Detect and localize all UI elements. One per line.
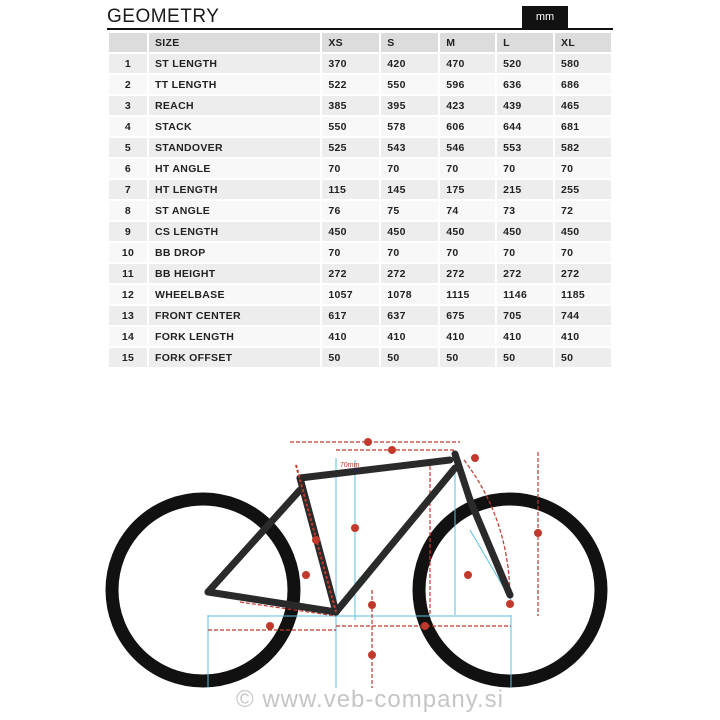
table-cell: 470 bbox=[440, 54, 495, 73]
table-cell: 636 bbox=[497, 75, 553, 94]
table-cell: 423 bbox=[440, 96, 495, 115]
bike-frame bbox=[208, 454, 510, 612]
table-cell: 73 bbox=[497, 201, 553, 220]
table-cell: 596 bbox=[440, 75, 495, 94]
row-label: FRONT CENTER bbox=[149, 306, 320, 325]
table-row bbox=[109, 159, 611, 178]
table-cell: 744 bbox=[555, 306, 611, 325]
row-label: BB DROP bbox=[149, 243, 320, 262]
table-cell: 450 bbox=[497, 222, 553, 241]
table-cell: 395 bbox=[381, 96, 438, 115]
table-cell: 606 bbox=[440, 117, 495, 136]
geometry-header bbox=[107, 4, 613, 30]
row-label: WHEELBASE bbox=[149, 285, 320, 304]
table-cell: 410 bbox=[497, 327, 553, 346]
column-header bbox=[109, 33, 147, 52]
table-cell: 637 bbox=[381, 306, 438, 325]
table-cell: 1185 bbox=[555, 285, 611, 304]
table-row bbox=[109, 243, 611, 262]
table-cell: 617 bbox=[322, 306, 379, 325]
table-cell: 578 bbox=[381, 117, 438, 136]
row-number: 1 bbox=[109, 54, 147, 73]
table-cell: 272 bbox=[440, 264, 495, 283]
table-row bbox=[109, 264, 611, 283]
row-number: 10 bbox=[109, 243, 147, 262]
row-number: 12 bbox=[109, 285, 147, 304]
table-cell: 255 bbox=[555, 180, 611, 199]
table-cell: 50 bbox=[381, 348, 438, 367]
table-cell: 550 bbox=[381, 75, 438, 94]
table-cell: 50 bbox=[440, 348, 495, 367]
watermark: © www.veb-company.si bbox=[236, 686, 504, 713]
table-row bbox=[109, 348, 611, 367]
row-label: HT ANGLE bbox=[149, 159, 320, 178]
row-number: 13 bbox=[109, 306, 147, 325]
column-header: SIZE bbox=[149, 33, 320, 52]
row-number: 8 bbox=[109, 201, 147, 220]
table-cell: 550 bbox=[322, 117, 379, 136]
table-cell: 546 bbox=[440, 138, 495, 157]
row-label: FORK OFFSET bbox=[149, 348, 320, 367]
table-cell: 70 bbox=[440, 243, 495, 262]
table-cell: 465 bbox=[555, 96, 611, 115]
geometry-table bbox=[107, 31, 613, 369]
row-number: 14 bbox=[109, 327, 147, 346]
table-cell: 50 bbox=[555, 348, 611, 367]
table-cell: 686 bbox=[555, 75, 611, 94]
table-row bbox=[109, 117, 611, 136]
row-label: BB HEIGHT bbox=[149, 264, 320, 283]
table-cell: 410 bbox=[555, 327, 611, 346]
row-label: CS LENGTH bbox=[149, 222, 320, 241]
table-row bbox=[109, 54, 611, 73]
table-row bbox=[109, 138, 611, 157]
column-header: S bbox=[381, 33, 438, 52]
unit-badge: mm bbox=[522, 6, 568, 28]
column-header: L bbox=[497, 33, 553, 52]
table-cell: 582 bbox=[555, 138, 611, 157]
table-cell: 681 bbox=[555, 117, 611, 136]
row-number: 6 bbox=[109, 159, 147, 178]
page-title: GEOMETRY bbox=[107, 6, 220, 27]
table-cell: 272 bbox=[555, 264, 611, 283]
table-cell: 439 bbox=[497, 96, 553, 115]
row-label: FORK LENGTH bbox=[149, 327, 320, 346]
table-cell: 520 bbox=[497, 54, 553, 73]
table-cell: 1057 bbox=[322, 285, 379, 304]
table-cell: 50 bbox=[322, 348, 379, 367]
table-cell: 70 bbox=[497, 243, 553, 262]
table-cell: 543 bbox=[381, 138, 438, 157]
row-number: 2 bbox=[109, 75, 147, 94]
table-cell: 553 bbox=[497, 138, 553, 157]
table-cell: 522 bbox=[322, 75, 379, 94]
column-header: XL bbox=[555, 33, 611, 52]
row-label: HT LENGTH bbox=[149, 180, 320, 199]
table-cell: 72 bbox=[555, 201, 611, 220]
table-row bbox=[109, 201, 611, 220]
table-cell: 450 bbox=[555, 222, 611, 241]
table-cell: 410 bbox=[440, 327, 495, 346]
table-cell: 145 bbox=[381, 180, 438, 199]
table-cell: 175 bbox=[440, 180, 495, 199]
row-number: 11 bbox=[109, 264, 147, 283]
table-cell: 70 bbox=[322, 159, 379, 178]
column-header: M bbox=[440, 33, 495, 52]
table-cell: 525 bbox=[322, 138, 379, 157]
row-number: 9 bbox=[109, 222, 147, 241]
table-cell: 115 bbox=[322, 180, 379, 199]
table-cell: 50 bbox=[497, 348, 553, 367]
table-cell: 580 bbox=[555, 54, 611, 73]
table-row bbox=[109, 180, 611, 199]
table-cell: 70 bbox=[440, 159, 495, 178]
table-cell: 705 bbox=[497, 306, 553, 325]
row-label: ST LENGTH bbox=[149, 54, 320, 73]
table-cell: 644 bbox=[497, 117, 553, 136]
row-label: STANDOVER bbox=[149, 138, 320, 157]
row-label: ST ANGLE bbox=[149, 201, 320, 220]
table-cell: 385 bbox=[322, 96, 379, 115]
row-number: 5 bbox=[109, 138, 147, 157]
offset-annotation: 70mm bbox=[340, 462, 360, 469]
row-number: 15 bbox=[109, 348, 147, 367]
table-body bbox=[109, 54, 611, 367]
row-label: REACH bbox=[149, 96, 320, 115]
row-number: 7 bbox=[109, 180, 147, 199]
table-cell: 272 bbox=[381, 264, 438, 283]
table-cell: 70 bbox=[322, 243, 379, 262]
table-row bbox=[109, 222, 611, 241]
table-row bbox=[109, 75, 611, 94]
table-cell: 272 bbox=[497, 264, 553, 283]
column-header: XS bbox=[322, 33, 379, 52]
table-cell: 410 bbox=[322, 327, 379, 346]
row-label: STACK bbox=[149, 117, 320, 136]
table-cell: 70 bbox=[497, 159, 553, 178]
table-cell: 215 bbox=[497, 180, 553, 199]
row-number: 4 bbox=[109, 117, 147, 136]
table-cell: 1078 bbox=[381, 285, 438, 304]
table-cell: 70 bbox=[381, 159, 438, 178]
table-cell: 75 bbox=[381, 201, 438, 220]
bike-geometry-diagram bbox=[100, 430, 620, 690]
table-cell: 272 bbox=[322, 264, 379, 283]
table-row bbox=[109, 96, 611, 115]
table-cell: 450 bbox=[440, 222, 495, 241]
table-cell: 70 bbox=[555, 159, 611, 178]
table-cell: 675 bbox=[440, 306, 495, 325]
table-cell: 370 bbox=[322, 54, 379, 73]
table-cell: 410 bbox=[381, 327, 438, 346]
table-cell: 420 bbox=[381, 54, 438, 73]
table-row bbox=[109, 285, 611, 304]
table-cell: 1146 bbox=[497, 285, 553, 304]
table-row bbox=[109, 327, 611, 346]
row-label: TT LENGTH bbox=[149, 75, 320, 94]
table-cell: 70 bbox=[381, 243, 438, 262]
row-number: 3 bbox=[109, 96, 147, 115]
table-cell: 1115 bbox=[440, 285, 495, 304]
table-cell: 76 bbox=[322, 201, 379, 220]
table-header-row bbox=[109, 33, 611, 52]
table-cell: 70 bbox=[555, 243, 611, 262]
table-row bbox=[109, 306, 611, 325]
table-cell: 74 bbox=[440, 201, 495, 220]
table-cell: 450 bbox=[381, 222, 438, 241]
table-cell: 450 bbox=[322, 222, 379, 241]
